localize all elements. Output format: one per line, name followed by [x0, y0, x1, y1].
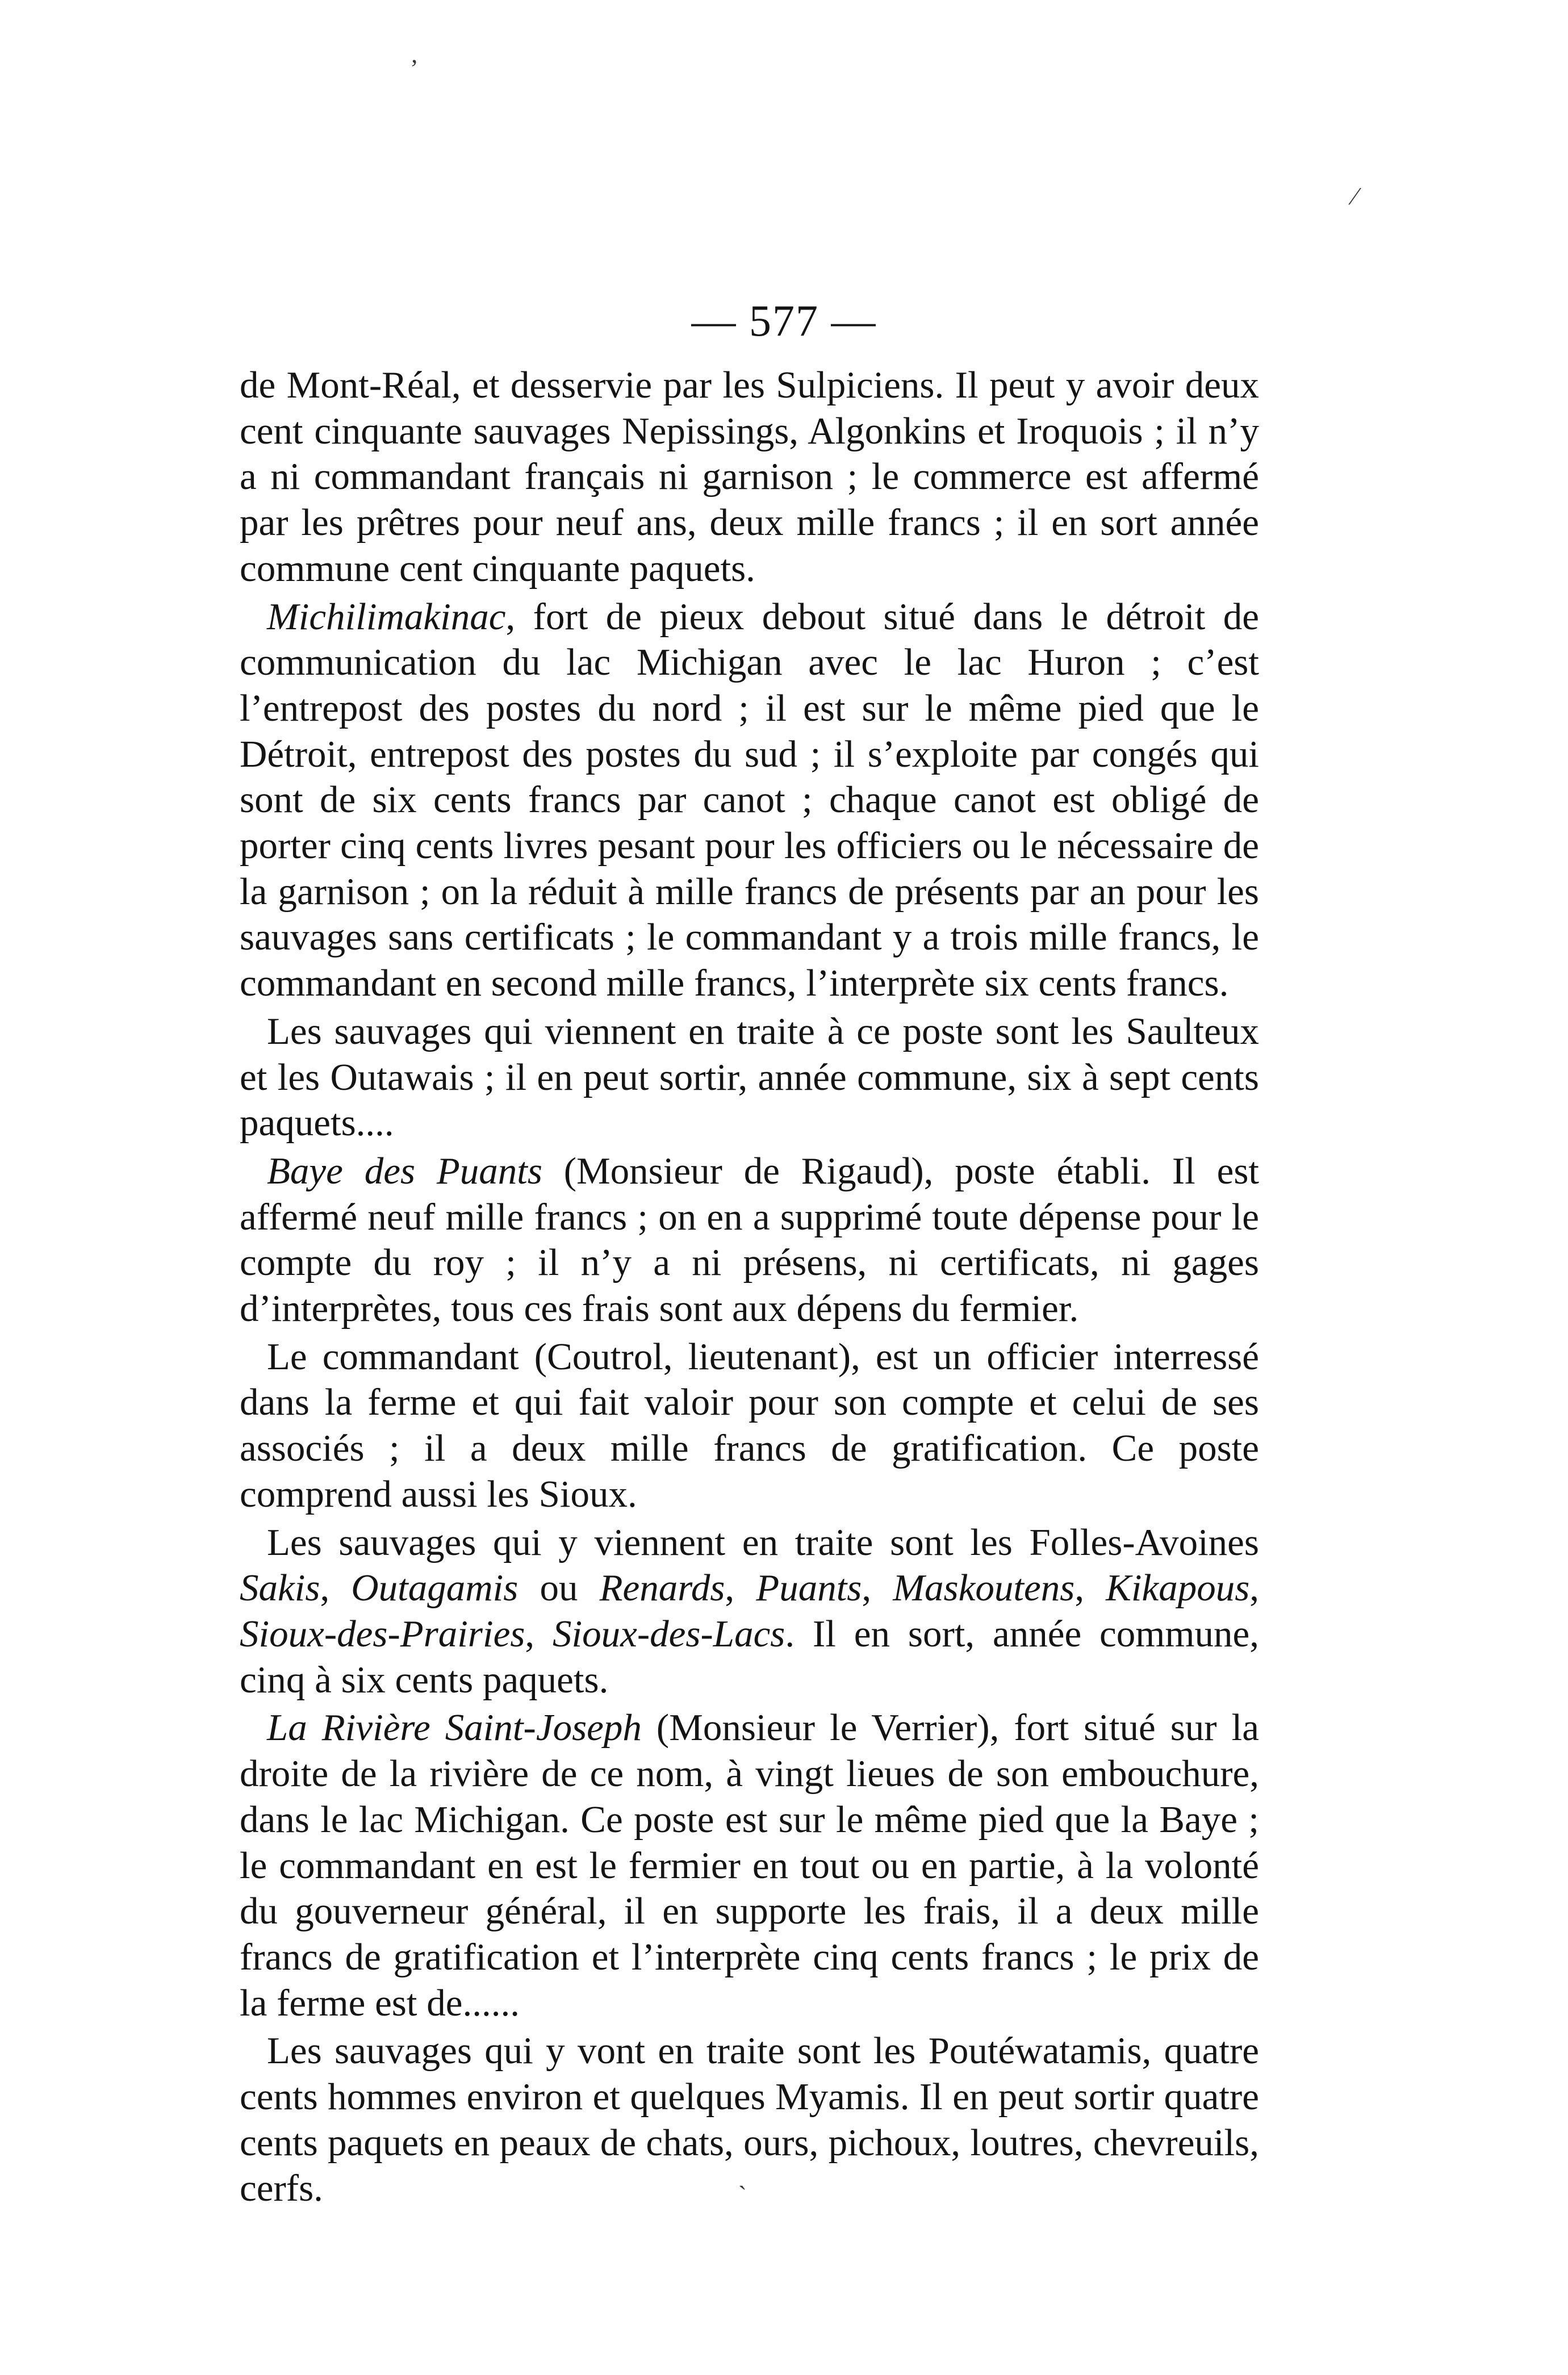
text-run: , — [320, 1567, 352, 1609]
text-run: , fort de pieux debout situé dans le détroit de communication du lac Michigan avec le lac Huron ; c’est l’entrepost des postes du nord ; il est sur le même pied que le Détroit, entrepost des postes du sud ; il s’exploite par congés qui sont de six cents francs par canot ; chaque canot est obligé de porter cinq cents livres pesant pour les officiers ou le nécessaire de la garnison ; on la réduit à mille francs de présents par an pour les sauvages sans certificats ; le commandant y a trois mille francs, le commandant en second mille francs, l’interprète six cents francs. — [240, 595, 1259, 1005]
paragraph — [240, 1009, 1259, 1146]
scan-speck: ˋ — [738, 2181, 747, 2209]
text-run: (Monsieur de Rigaud), poste établi. Il est affermé neuf mille francs ; on en a supprimé toute dépense pour le compte du roy ; il n’y a ni présens, ni certificats, ni gages d’interprètes, tous ces frais sont aux dépens du fermier. — [240, 1149, 1260, 1330]
tribe-name-italic: Puants — [756, 1567, 862, 1609]
text-run: de Mont-Réal, et desservie par les Sulpiciens. Il peut y avoir deux cent cinquante sauvages Nepissings, Algonkins et Iroquois ; il n’y a ni commandant français ni garnison ; le commerce est affermé par les prêtres pour neuf ans, deux mille francs ; il en sort année commune cent cinquante paquets. — [240, 364, 1259, 589]
tribe-name-italic: Sioux-des-Lacs — [553, 1612, 785, 1655]
tribe-name-italic: Maskoutens — [893, 1567, 1075, 1609]
text-run: , — [1074, 1567, 1106, 1609]
text-run: Les sauvages qui y vont en traite sont les Poutéwatamis, quatre cents hommes environ et quelques Myamis. Il en peut sortir quatre cents paquets en peaux de chats, ours, pichoux, loutres, chevreuils, cerfs. — [240, 2030, 1259, 2210]
text-run: Le commandant (Coutrol, lieutenant), est un officier interressé dans la ferme et qui fait valoir pour son compte et celui de ses associés ; il a deux mille francs de gratification. Ce poste comprend aussi les Sioux. — [240, 1335, 1259, 1515]
text-run: Les sauvages qui viennent en traite à ce poste sont les Saulteux et les Outawais ; il en peut sortir, année commune, six à sept cents paquets.... — [240, 1010, 1259, 1144]
place-name-italic: La Rivière Saint-Joseph — [267, 1707, 642, 1749]
paragraph — [240, 1705, 1259, 2026]
page-number: — 577 — — [691, 296, 877, 345]
text-run: , — [862, 1567, 893, 1609]
scan-speck: ʼ — [410, 55, 419, 82]
paragraph — [240, 594, 1259, 1006]
scan-speck: ⁄ — [1353, 182, 1357, 210]
text-run: , — [1249, 1567, 1260, 1609]
place-name-italic: Baye des Puants — [267, 1149, 542, 1192]
tribe-name-italic: Sakis — [240, 1567, 320, 1609]
tribe-name-italic: Kikapous — [1106, 1567, 1250, 1609]
paragraph — [240, 2028, 1259, 2211]
text-run: (Monsieur le Verrier), fort situé sur la droite de la rivière de ce nom, à vingt lieues de son embouchure, dans le lac Michigan. Ce poste est sur le même pied que la Baye ; le commandant en est le fermier en tout ou en partie, à la volonté du gouverneur général, il en supporte les frais, il a deux mille francs de gratification et l’interprète cinq cents francs ; le prix de la ferme est de...... — [240, 1707, 1259, 2024]
paragraph — [240, 1148, 1259, 1332]
text-run: Les sauvages qui y viennent en traite sont les Folles-Avoines — [267, 1521, 1259, 1563]
place-name-italic: Michilimakinac — [267, 595, 506, 638]
tribe-name-italic: Outagamis — [351, 1567, 519, 1609]
tribe-name-italic: Renards — [599, 1567, 725, 1609]
text-run: ou — [518, 1567, 600, 1609]
body-text — [240, 362, 1259, 2211]
tribe-name-italic: Sioux-des-Prairies — [240, 1612, 525, 1655]
paragraph — [240, 1520, 1259, 1703]
text-run: . Il en sort, année commune, cinq à six cents paquets. — [240, 1612, 1259, 1701]
paragraph — [240, 362, 1259, 592]
paragraph — [240, 1334, 1259, 1517]
text-run: , — [525, 1612, 553, 1655]
text-run: , — [725, 1567, 756, 1609]
